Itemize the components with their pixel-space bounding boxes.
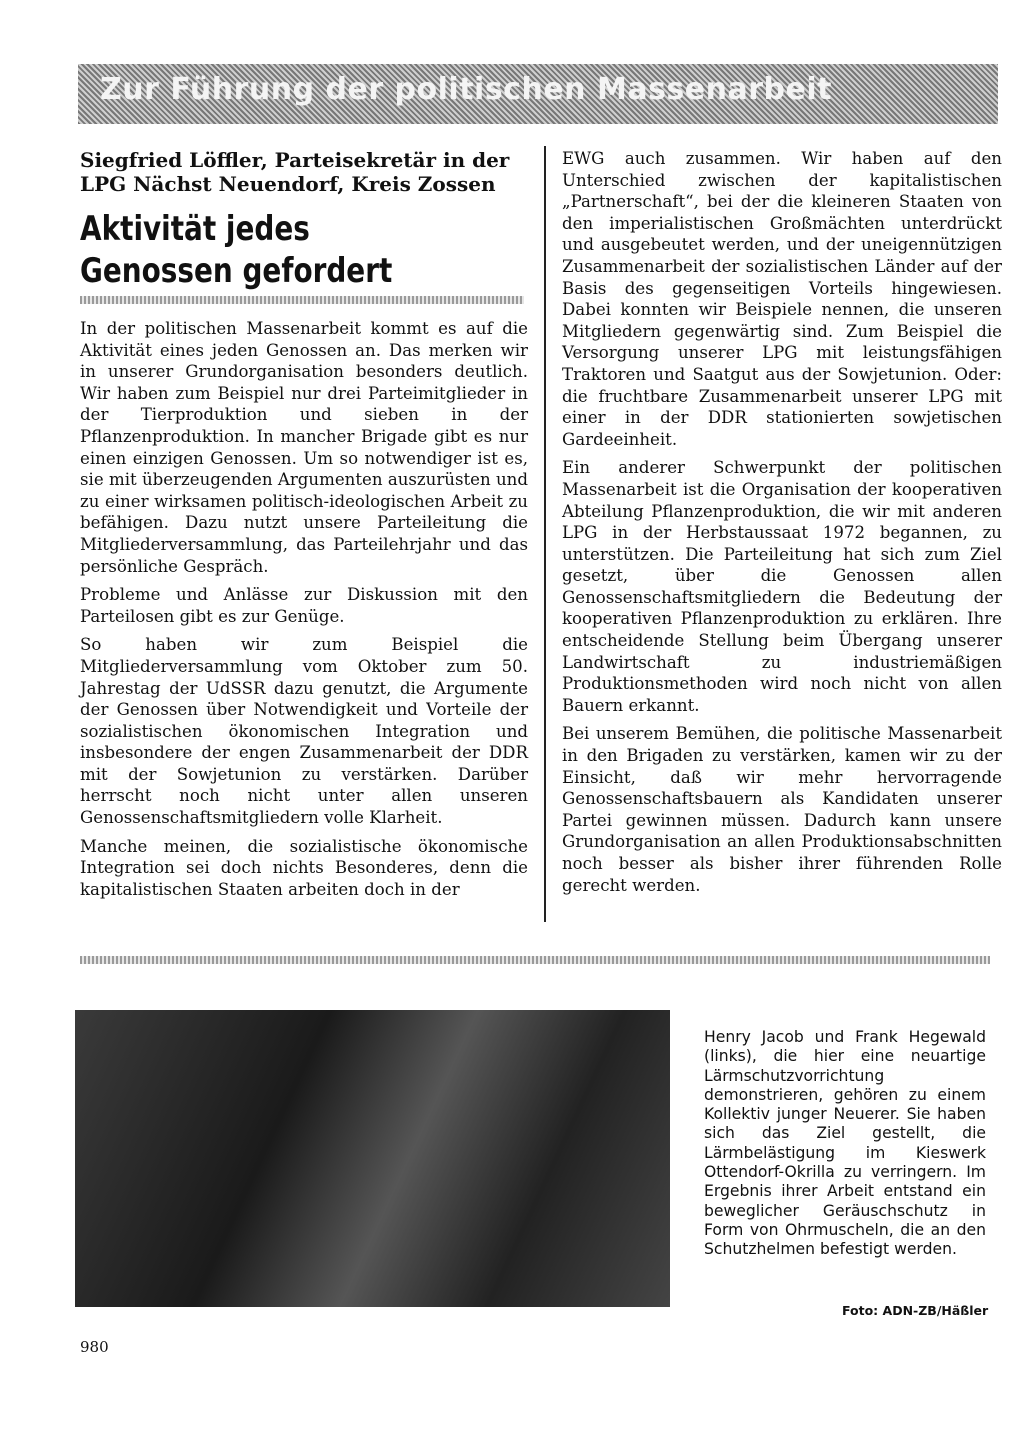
headline-divider (80, 296, 524, 304)
paragraph: Manche meinen, die sozialistische ökonomische Integration sei doch nichts Besonderes, denn die kapitalistischen Staaten arbeiten doch in der (80, 836, 528, 899)
paragraph: Probleme und Anlässe zur Diskussion mit den Parteilosen gibt es zur Genüge. (80, 585, 528, 626)
left-column (80, 318, 528, 907)
headline-line-1: Aktivität jedes (80, 209, 310, 249)
right-column (562, 148, 1002, 903)
article-headline (80, 208, 449, 292)
section-banner-title: Zur Führung der politischen Massenarbeit (100, 72, 832, 107)
headline-line-2: Genossen gefordert (80, 251, 393, 291)
section-banner (78, 64, 998, 124)
paragraph: Ein anderer Schwerpunkt der politischen Massenarbeit ist die Organisation der kooperativen Abteilung Pflanzenproduktion, die wir mit anderen LPG in der Herbstaussaat 1972 begannen, zu unterstützen. Die Parteileitung hat sich zum Ziel gesetzt, über die Genossen allen Genossenschaftsmitgliedern die Bedeutung der kooperativen Pflanzenproduktion zu erklären. Ihre entscheidende Stellung beim Übergang unserer Landwirtschaft zu industriemäßigen Produktionsmethoden wird noch nicht von allen Bauern erkannt. (562, 458, 1002, 715)
article-photo (75, 1010, 670, 1307)
paragraph: So haben wir zum Beispiel die Mitgliederversammlung vom Oktober zum 50. Jahrestag der UdSSR dazu genutzt, die Argumente der Genossen über Notwendigkeit und Vorteile der sozialistischen ökonomischen Integration und insbesondere der engen Zusammenarbeit der DDR mit der Sowjetunion zu verstärken. Darüber herrscht noch nicht unter allen unseren Genossenschaftsmitgliedern volle Klarheit. (80, 635, 528, 828)
photo-caption: Henry Jacob und Frank Hegewald (links), die hier eine neuartige Lärmschutzvorrichtung demonstrieren, gehören zu einem Kollektiv junger Neuerer. Sie haben sich das Ziel gestellt, die Lärmbelästigung im Kieswerk Ottendorf-Okrilla zu verringern. Im Ergebnis ihrer Arbeit entstand ein beweglicher Geräuschschutz in Form von Ohrmuscheln, die an den Schutzhelmen befestigt werden. (704, 1028, 986, 1259)
paragraph: In der politischen Massenarbeit kommt es auf die Aktivität eines jeden Genossen an. Das merken wir in unserer Grundorganisation besonders deutlich. Wir haben zum Beispiel nur drei Parteimitglieder in der Tierproduktion und sieben in der Pflanzenproduktion. In mancher Brigade gibt es nur einen einzigen Genossen. Um so notwendiger ist es, sie mit überzeugenden Argumenten auszurüsten und zu einer wirksamen politisch-ideologischen Arbeit zu befähigen. Dazu nutzt unsere Parteileitung die Mitgliederversammlung, das Parteilehrjahr und das persönliche Gespräch. (80, 319, 528, 576)
photo-credit: Foto: ADN-ZB/Häßler (842, 1303, 989, 1318)
page-number: 980 (80, 1338, 109, 1356)
paragraph: Bei unserem Bemühen, die politische Massenarbeit in den Brigaden zu verstärken, kamen wir zu der Einsicht, daß wir mehr hervorragende Genossenschaftsbauern als Kandidaten unserer Partei gewinnen müssen. Dadurch kann unsere Grundorganisation an allen Produktionsabschnitten noch besser als bisher ihrer führenden Rolle gerecht werden. (562, 724, 1002, 895)
column-divider (544, 146, 546, 922)
author-byline: Siegfried Löffler, Parteisekretär in der LPG Nächst Neuendorf, Kreis Zossen (80, 148, 510, 196)
paragraph: EWG auch zusammen. Wir haben auf den Unterschied zwischen der kapitalistischen „Partnerschaft“, bei der die kleineren Staaten von den imperialistischen Großmächten unterdrückt und ausgebeutet werden, und der uneigennützigen Zusammenarbeit der sozialistischen Länder auf der Basis des gegenseitigen Vorteils hingewiesen. Dabei konnten wir Beispiele nennen, die unseren Mitgliedern gegenwärtig sind. Zum Beispiel die Versorgung unserer LPG mit leistungsfähigen Traktoren und Saatgut aus der Sowjetunion. Oder: die fruchtbare Zusammenarbeit unserer LPG mit einer in der DDR stationierten sowjetischen Gardeeinheit. (562, 149, 1002, 449)
section-divider (80, 956, 990, 964)
